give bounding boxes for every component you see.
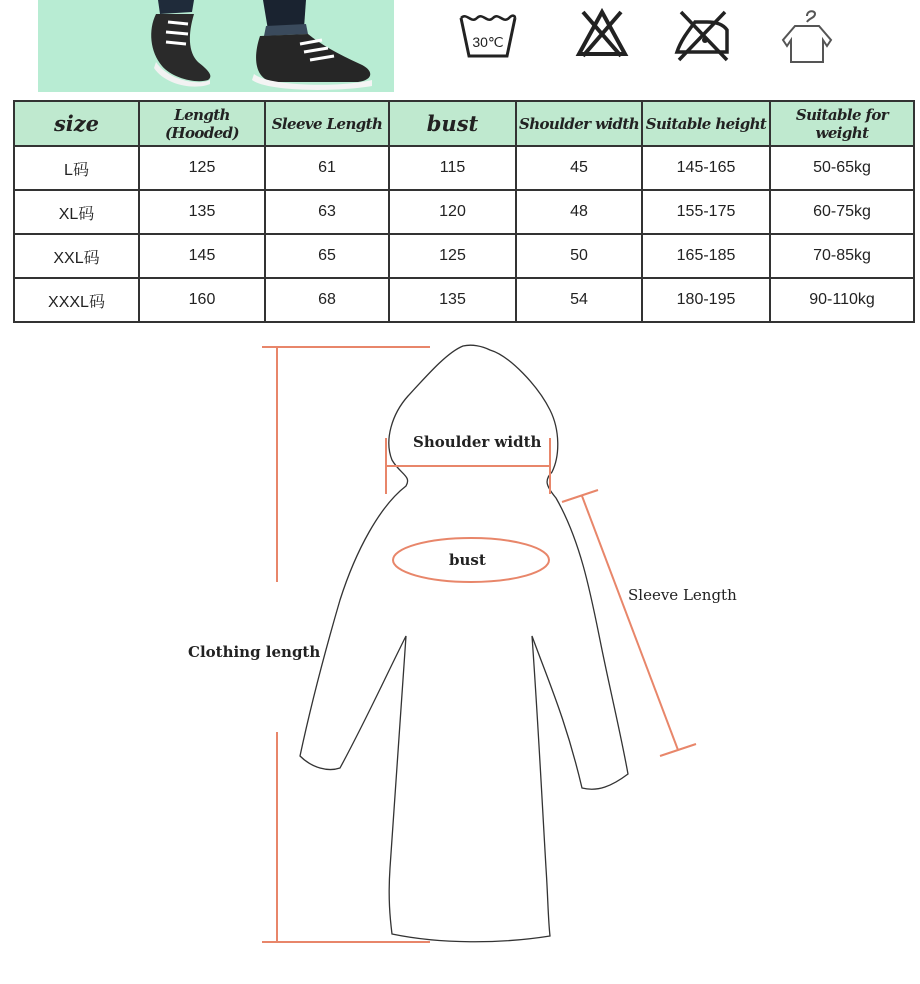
table-row xyxy=(14,278,914,322)
wash-30-icon xyxy=(457,6,519,66)
cell-bust: 120 xyxy=(389,190,516,234)
cell-shoulder: 54 xyxy=(516,278,642,322)
cell-height: 155-175 xyxy=(642,190,770,234)
cell-bust: 135 xyxy=(389,278,516,322)
header-suitable-height: Suitable height xyxy=(642,101,770,146)
cell-weight: 60-75kg xyxy=(770,190,914,234)
header-shoulder-width: Shoulder width xyxy=(516,101,642,146)
cell-sleeve: 65 xyxy=(265,234,389,278)
cell-weight: 70-85kg xyxy=(770,234,914,278)
cell-bust: 115 xyxy=(389,146,516,190)
cell-length: 125 xyxy=(139,146,265,190)
cell-height: 180-195 xyxy=(642,278,770,322)
cell-height: 145-165 xyxy=(642,146,770,190)
cell-weight: 90-110kg xyxy=(770,278,914,322)
table-header-row xyxy=(14,101,914,146)
hang-dry-icon xyxy=(777,6,837,68)
header-sleeve-length: Sleeve Length xyxy=(265,101,389,146)
cell-length: 135 xyxy=(139,190,265,234)
size-chart-table xyxy=(13,100,915,323)
cell-weight: 50-65kg xyxy=(770,146,914,190)
header-size: size xyxy=(14,101,139,146)
no-bleach-icon xyxy=(575,6,629,58)
cell-bust: 125 xyxy=(389,234,516,278)
cell-size: XXL码 xyxy=(14,234,139,278)
care-instructions xyxy=(455,6,855,72)
shoulder-width-label: Shoulder width xyxy=(413,433,542,451)
clothing-length-label: Clothing length xyxy=(188,643,321,661)
no-iron-icon xyxy=(671,6,733,62)
table-row xyxy=(14,190,914,234)
product-photo xyxy=(38,0,394,92)
cell-length: 160 xyxy=(139,278,265,322)
cell-height: 165-185 xyxy=(642,234,770,278)
header-bust: bust xyxy=(389,101,516,146)
garment-measurement-diagram xyxy=(0,330,920,984)
cell-length: 145 xyxy=(139,234,265,278)
sleeve-length-label: Sleeve Length xyxy=(628,586,737,604)
cell-size: XXXL码 xyxy=(14,278,139,322)
header-suitable-weight: Suitable for weight xyxy=(770,101,914,146)
bust-label: bust xyxy=(449,551,486,569)
model-legs-image xyxy=(38,0,394,92)
cell-shoulder: 48 xyxy=(516,190,642,234)
cell-size: XL码 xyxy=(14,190,139,234)
cell-sleeve: 68 xyxy=(265,278,389,322)
cell-size: L码 xyxy=(14,146,139,190)
cell-sleeve: 63 xyxy=(265,190,389,234)
table-row xyxy=(14,146,914,190)
cell-shoulder: 45 xyxy=(516,146,642,190)
table-row xyxy=(14,234,914,278)
header-length: Length (Hooded) xyxy=(139,101,265,146)
cell-sleeve: 61 xyxy=(265,146,389,190)
wash-temp-label: 30℃ xyxy=(472,34,504,50)
sleeve-length-marker xyxy=(562,490,696,756)
cell-shoulder: 50 xyxy=(516,234,642,278)
